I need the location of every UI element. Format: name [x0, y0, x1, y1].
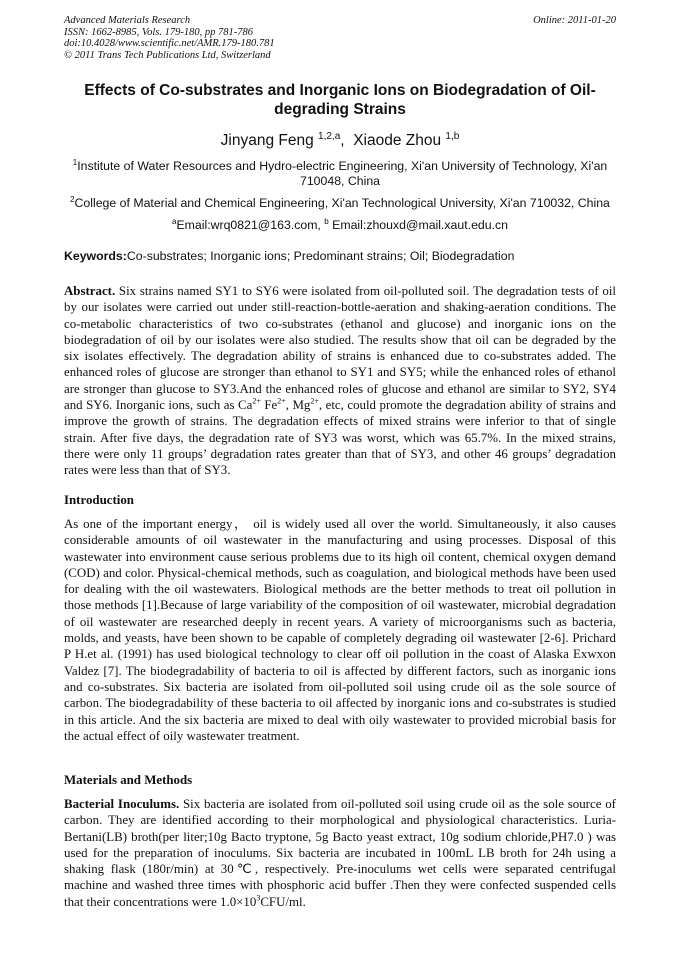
methods-text: CFU/ml.: [260, 894, 306, 909]
doi-line: doi:10.4028/www.scientific.net/AMR.179-180.781: [64, 38, 275, 49]
ion-charge-sup: 2+: [310, 396, 319, 406]
affiliation-2: [64, 192, 616, 211]
email-link[interactable]: Email:wrq0821@163.com,: [176, 218, 325, 233]
paper-title: Effects of Co-substrates and Inorganic Ions on Biodegradation of Oil-degrading Strains: [84, 82, 596, 118]
email-sup: b: [324, 217, 329, 226]
abstract-text: , etc, could promote the degradation ability of strains and improve the growth of strains. The degradation effects of mixed strains were inferior to that of single strain. After five days, the degradation rate of SY3 was worst, which was 65.7%. In the mixed strains, there were only 11 groups’ degradation rates greater than that of SY3, and other 46 groups’ degradation rates were less than that of SY3.: [64, 398, 616, 478]
author-affil-sup: 1,2,a: [318, 131, 341, 142]
abstract: [64, 283, 616, 479]
introduction-paragraph: As one of the important energy， oil is widely used all over the world. Simultaneously, it also causes considerable amounts of oil wastewater in the manufacturing and using processes. Disposal of this wastewater into environment cause serious problems due to its high oil content, chemical oxygen demand (COD) and color. Physical-chemical methods, such as coagulation, and biological methods have been used for dealing with the oil wastewaters. Biological methods are the better methods to treat oil pollution in those methods [1].Because of large variability of the composition of oil wastewater, microbial degradation of oil wastewater are researched deeply in recent years. A variety of microorganisms such as bacteria, molds, and yeasts, have been shown to be capable of completely degrading oil wastewater [2-6]. Prichard P H.et al. (1991) has used biological technology to clear off oil pollution in the coast of Alaska Exwxon Valdez [7]. The biodegradability of bacteria to oil is affected by different factors, such as inorganic ions and co-substrates. Six bacteria are isolated from oil-polluted soil using crude oil as the sole source of carbon. The biodegradability of these bacteria to oil affected by inorganic ions and co-substrates is studied in this article. And the six bacteria are mixed to deal with oily wastewater to provided microbial basis for the actual effect of oily wastewater treatment.: [64, 517, 616, 743]
issn-line: ISSN: 1662-8985, Vols. 179-180, pp 781-786: [64, 26, 253, 38]
section-heading-methods: Materials and Methods: [64, 773, 193, 787]
keywords-label: Keywords:: [64, 249, 127, 263]
author-separator: ,: [340, 132, 354, 150]
exponent-sup: 3: [256, 893, 261, 903]
affiliation-sup: 2: [70, 195, 75, 204]
affiliation-sup: 1: [72, 158, 78, 167]
abstract-text: Six strains named SY1 to SY6 were isolated from oil-polluted soil. The degradation tests of oil by our isolates were carried out under still-reaction-bottle-aeration and shaking-aeration conditions. The co-metabolic characteristics of two co-substrates (ethanol and glucose) and inorganic ions on the biodegradation of oil by our isolates were also studied. The results show that oil can be degraded by the six isolates effectively. The degradation ability of strains is enhanced due to co-substrates added. The enhanced roles of glucose are stronger than ethanol to SY1 and SY5; while the enhanced roles of ethanol are stronger than glucose to SY3.And the enhanced roles of glucose and ethanol are similar to SY2, SY4 and SY6. Inorganic ions, such as Ca: [64, 284, 616, 413]
methods-text: Six bacteria are isolated from oil-polluted soil using crude oil as the sole source of carbon. They are identified according to their morphological and physiological characteristics. Luria-Bertani(LB) broth(per liter;10g Bacto tryptone, 5g Bacto yeast extract, 10g sodium chloride,PH7.0 ) was used for the preparation of inoculums. Six bacteria are incubated in 100mL LB broth for 24h using a shaking flask (180r/min) at 30℃, respectively. Pre-inoculums wet cells were separated centrifugal machine and washed three times with phosphoric acid buffer .Then they were confected suspended cells that their concentrations were 1.0×10: [64, 797, 616, 909]
abstract-text: Fe: [260, 398, 278, 413]
author-name: Xiaode Zhou: [353, 132, 442, 150]
affiliation-text: Institute of Water Resources and Hydro-electric Engineering, Xi'an University of Technology, Xi'an 710048, China: [77, 159, 608, 189]
email-sup: a: [172, 217, 177, 226]
email-line: [64, 214, 616, 233]
subsection-label: Bacterial Inoculums.: [64, 797, 180, 811]
email-link[interactable]: Email:zhouxd@mail.xaut.edu.cn: [328, 218, 508, 233]
affiliation-text: College of Material and Chemical Engineering, Xi'an Technological University, Xi'an 710032, China: [74, 196, 610, 211]
author-affil-sup: 1,b: [445, 131, 460, 142]
journal-header: [64, 15, 616, 61]
section-heading-introduction: Introduction: [64, 493, 134, 507]
affiliation-1: [64, 155, 616, 189]
journal-name: Advanced Materials Research: [64, 15, 191, 26]
keywords-text: Co-substrates; Inorganic ions; Predominant strains; Oil; Biodegradation: [126, 249, 515, 263]
author-name: Jinyang Feng: [220, 132, 314, 150]
copyright-line: © 2011 Trans Tech Publications Ltd, Switzerland: [64, 49, 271, 61]
methods-paragraph: [64, 796, 616, 910]
keywords: [64, 249, 616, 264]
author-list: [64, 127, 616, 151]
ion-charge-sup: 2+: [252, 396, 261, 406]
abstract-text: , Mg: [285, 398, 311, 413]
ion-charge-sup: 2+: [277, 396, 286, 406]
abstract-label: Abstract.: [64, 284, 116, 298]
online-date: Online: 2011-01-20: [533, 15, 616, 26]
